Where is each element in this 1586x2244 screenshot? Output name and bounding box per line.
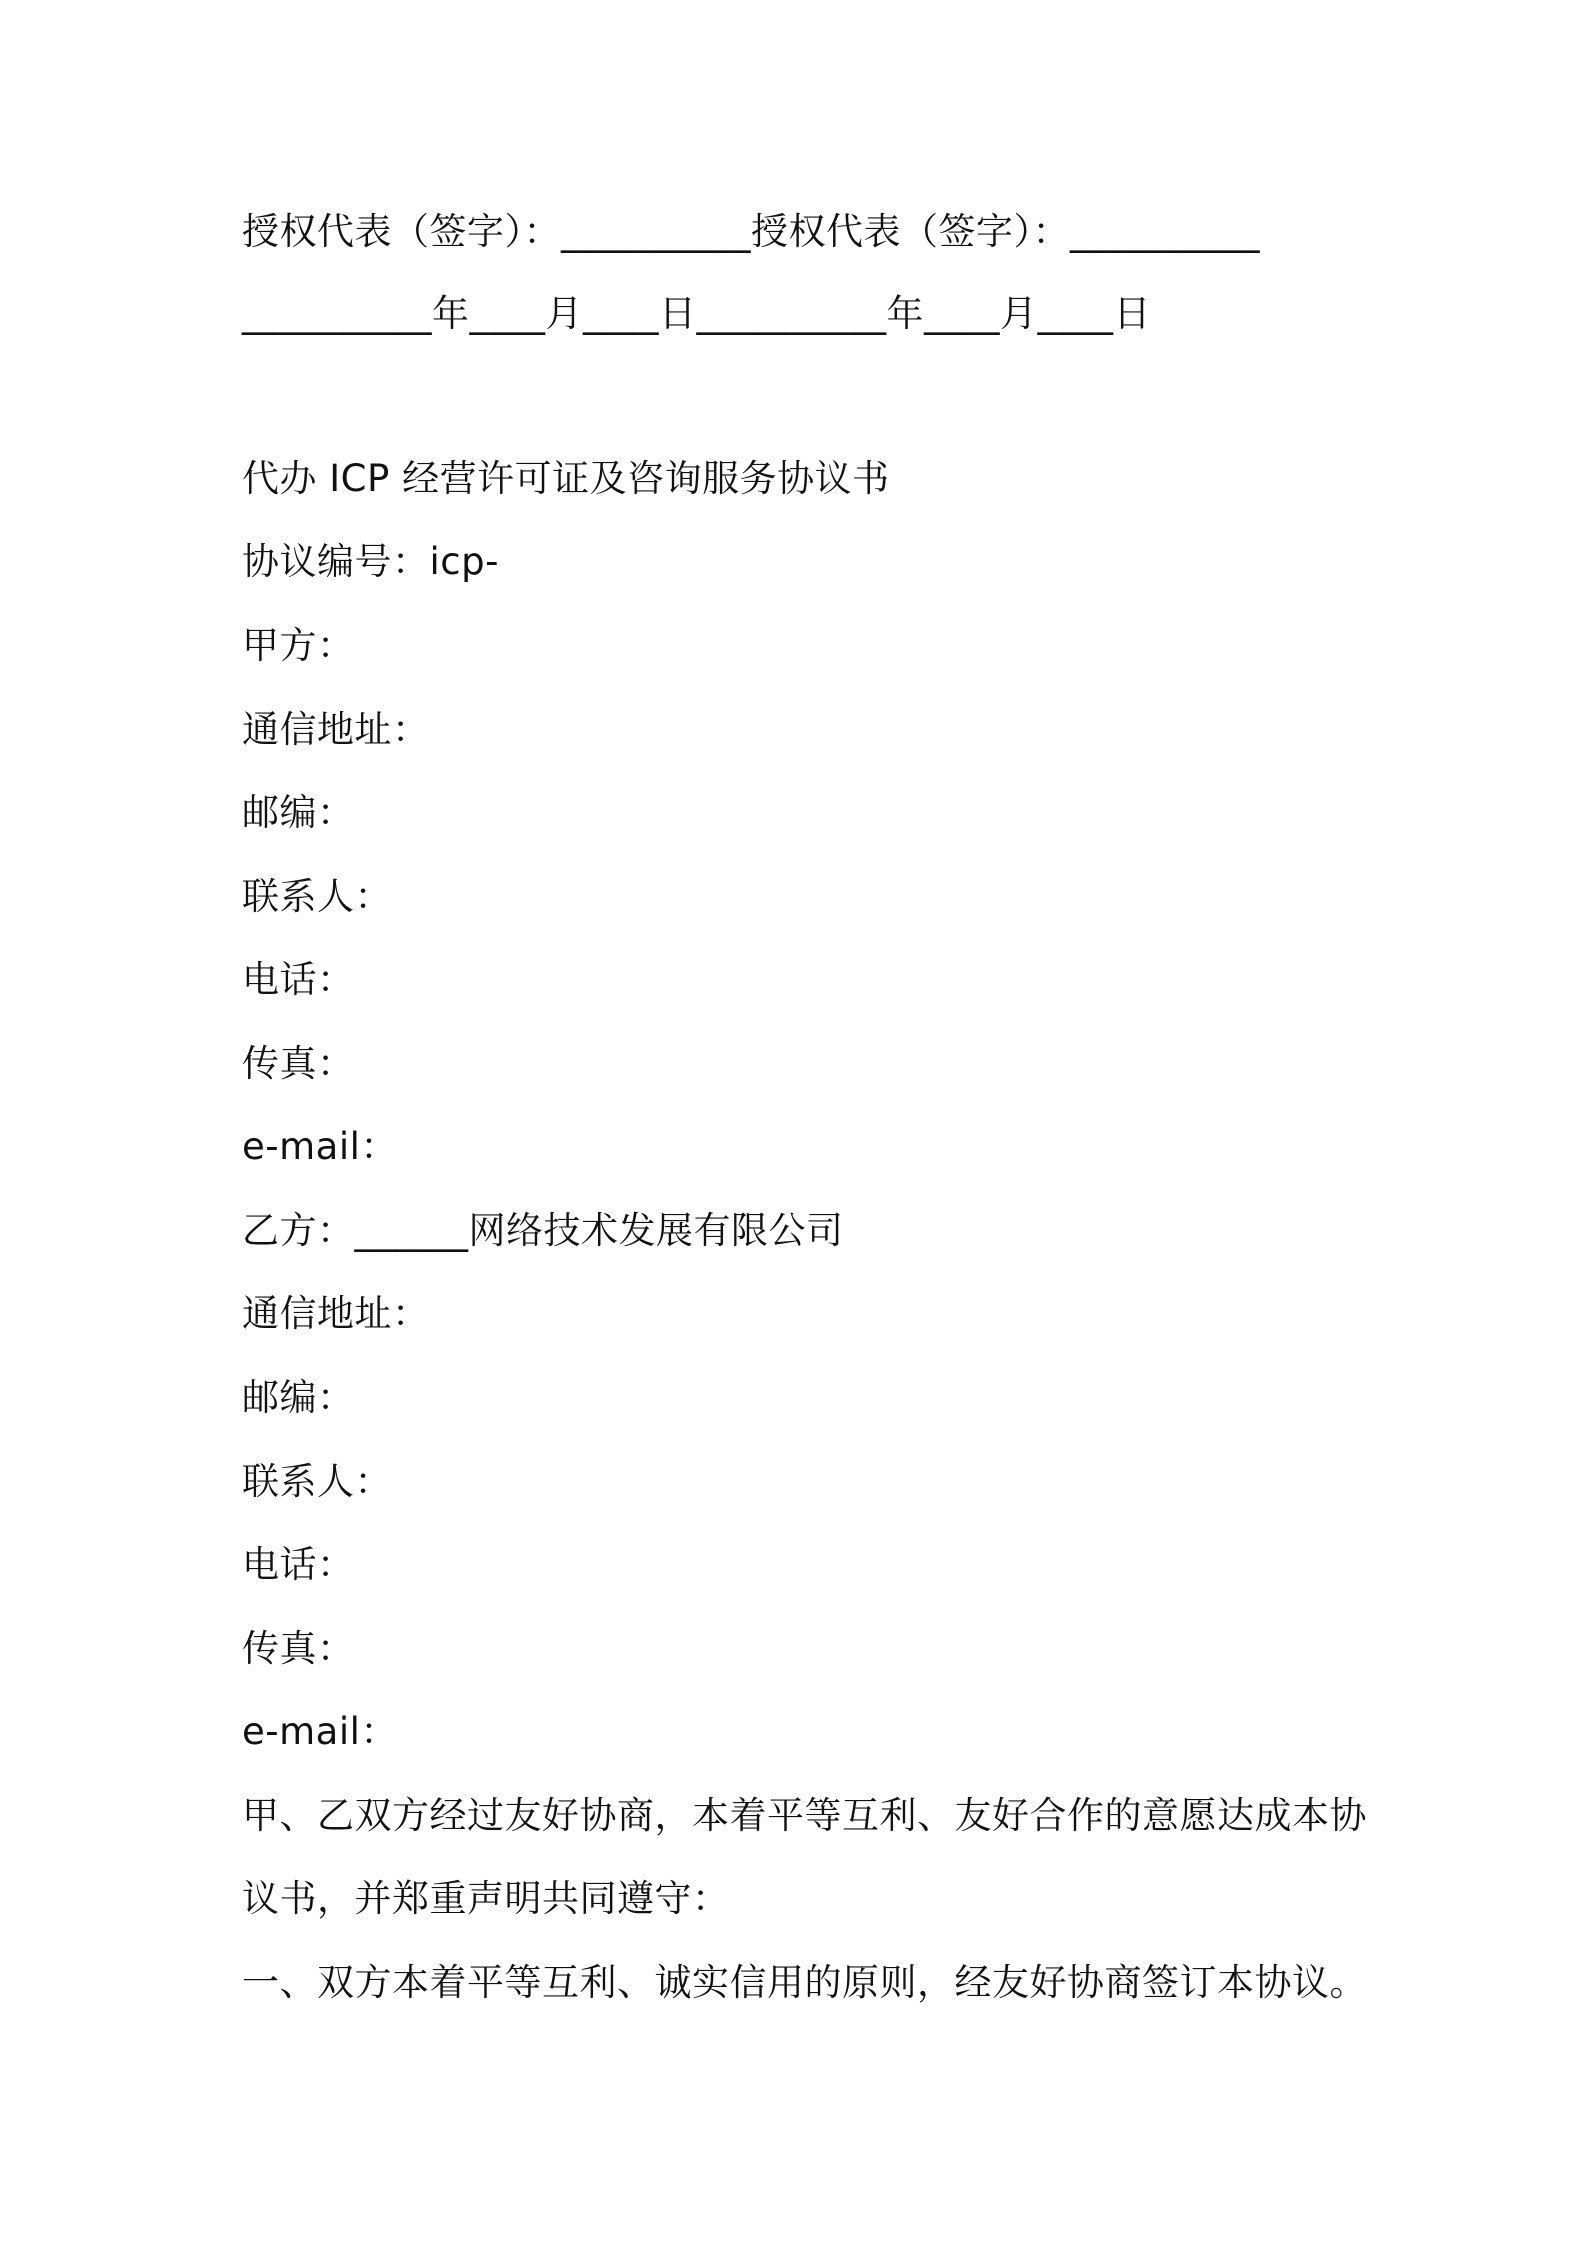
party-a-phone: 电话： [242,958,355,1001]
party-b-email: e-mail： [242,1710,398,1753]
party-b-fax: 传真： [242,1627,355,1670]
intro-paragraph-line1: 甲、乙双方经过友好协商，本着平等互利、友好合作的意愿达成本协 [242,1794,1367,1837]
party-a-postcode: 邮编： [242,791,355,834]
party-a-address: 通信地址： [242,708,430,751]
clause-one: 一、双方本着平等互利、诚实信用的原则，经友好协商签订本协议。 [242,1961,1367,2004]
party-b-name: 乙方：______网络技术发展有限公司 [242,1209,844,1252]
party-a-fax: 传真： [242,1042,355,1085]
agreement-number: 协议编号：icp- [242,540,499,583]
party-a-email: e-mail： [242,1125,398,1168]
signature-line: 授权代表（签字）：__________授权代表（签字）：__________ [242,210,1260,253]
party-b-address: 通信地址： [242,1292,430,1335]
party-b-postcode: 邮编： [242,1376,355,1419]
date-line: __________年____月____日__________年____月____日 [242,292,1151,335]
intro-paragraph-line2: 议书，并郑重声明共同遵守： [242,1877,730,1920]
party-b-contact: 联系人： [242,1460,392,1503]
party-b-phone: 电话： [242,1543,355,1586]
party-a-name: 甲方： [242,624,355,667]
party-a-contact: 联系人： [242,875,392,918]
document-title: 代办 ICP 经营许可证及咨询服务协议书 [242,457,890,500]
